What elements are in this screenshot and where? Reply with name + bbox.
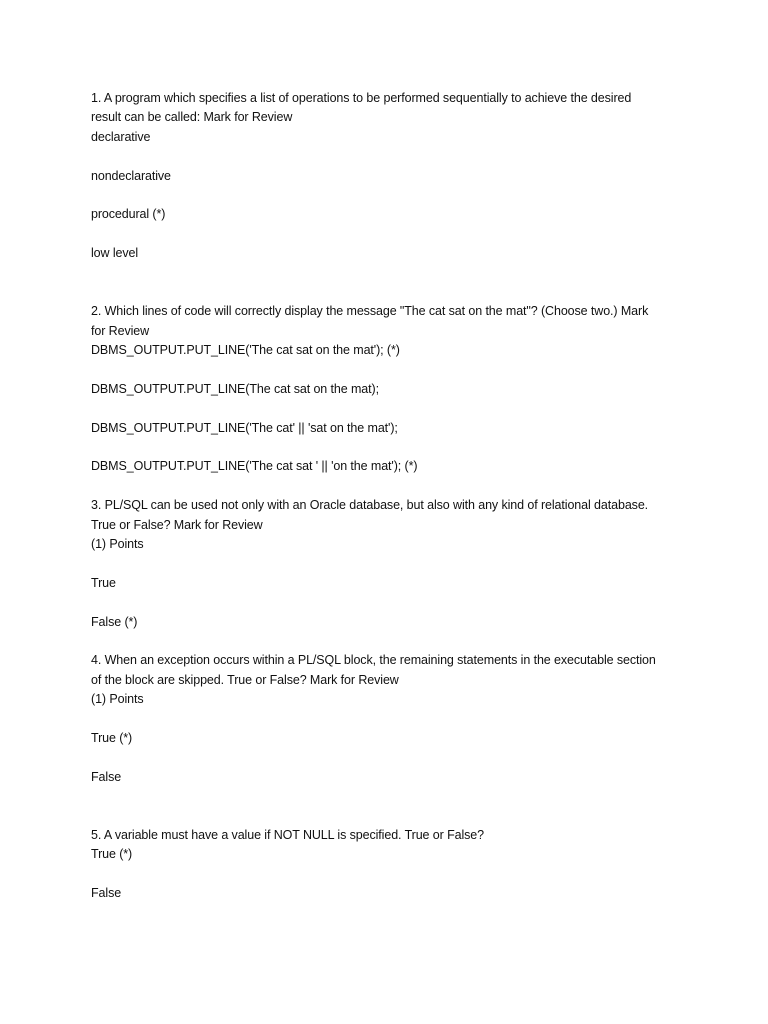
question-1-stem-line-1: 1. A program which specifies a list of operations to be performed sequentially to achieve the desired <box>91 91 632 105</box>
question-3-points: (1) Points <box>91 536 144 551</box>
question-1-option-b: nondeclarative <box>91 168 171 183</box>
question-4-option-b: False <box>91 769 122 784</box>
question-2 <box>91 302 691 496</box>
question-4-stem-line-2: of the block are skipped. True or False? Mark for Review <box>91 672 399 687</box>
question-5-option-b: False <box>91 886 122 901</box>
question-3-option-a: True <box>91 575 116 590</box>
question-3-stem-line-2: True or False? Mark for Review <box>91 517 263 532</box>
question-2-option-a: DBMS_OUTPUT.PUT_LINE('The cat sat on the mat'); (*) <box>91 343 400 358</box>
question-3 <box>91 496 691 651</box>
question-5 <box>91 826 691 904</box>
question-2-option-d: DBMS_OUTPUT.PUT_LINE('The cat sat ' || 'on the mat'); (*) <box>91 459 418 474</box>
question-3-stem-line-1: 3. PL/SQL can be used not only with an Oracle database, but also with any kind of relational database. <box>91 498 649 513</box>
question-4 <box>91 651 691 826</box>
question-5-option-a: True (*) <box>91 847 133 862</box>
question-1-option-a: declarative <box>91 129 151 144</box>
question-3-option-b: False (*) <box>91 614 138 629</box>
question-2-option-c: DBMS_OUTPUT.PUT_LINE('The cat' || 'sat on the mat'); <box>91 420 398 435</box>
question-1-option-c: procedural (*) <box>91 207 166 222</box>
question-2-stem-line-1: 2. Which lines of code will correctly display the message "The cat sat on the mat"? (Choose two.) Mark <box>91 304 649 319</box>
question-4-stem-line-1: 4. When an exception occurs within a PL/SQL block, the remaining statements in the executable section <box>91 653 656 668</box>
question-1-stem-line-2: result can be called: Mark for Review <box>91 110 293 125</box>
question-5-stem-line-1: 5. A variable must have a value if NOT NULL is specified. True or False? <box>91 827 484 842</box>
question-1-option-d: low level <box>91 246 139 261</box>
question-2-stem-line-2: for Review <box>91 323 150 338</box>
document-page <box>91 89 691 903</box>
question-4-option-a: True (*) <box>91 730 133 745</box>
question-2-option-b: DBMS_OUTPUT.PUT_LINE(The cat sat on the mat); <box>91 381 379 396</box>
question-4-points: (1) Points <box>91 692 144 707</box>
question-1 <box>91 89 691 302</box>
